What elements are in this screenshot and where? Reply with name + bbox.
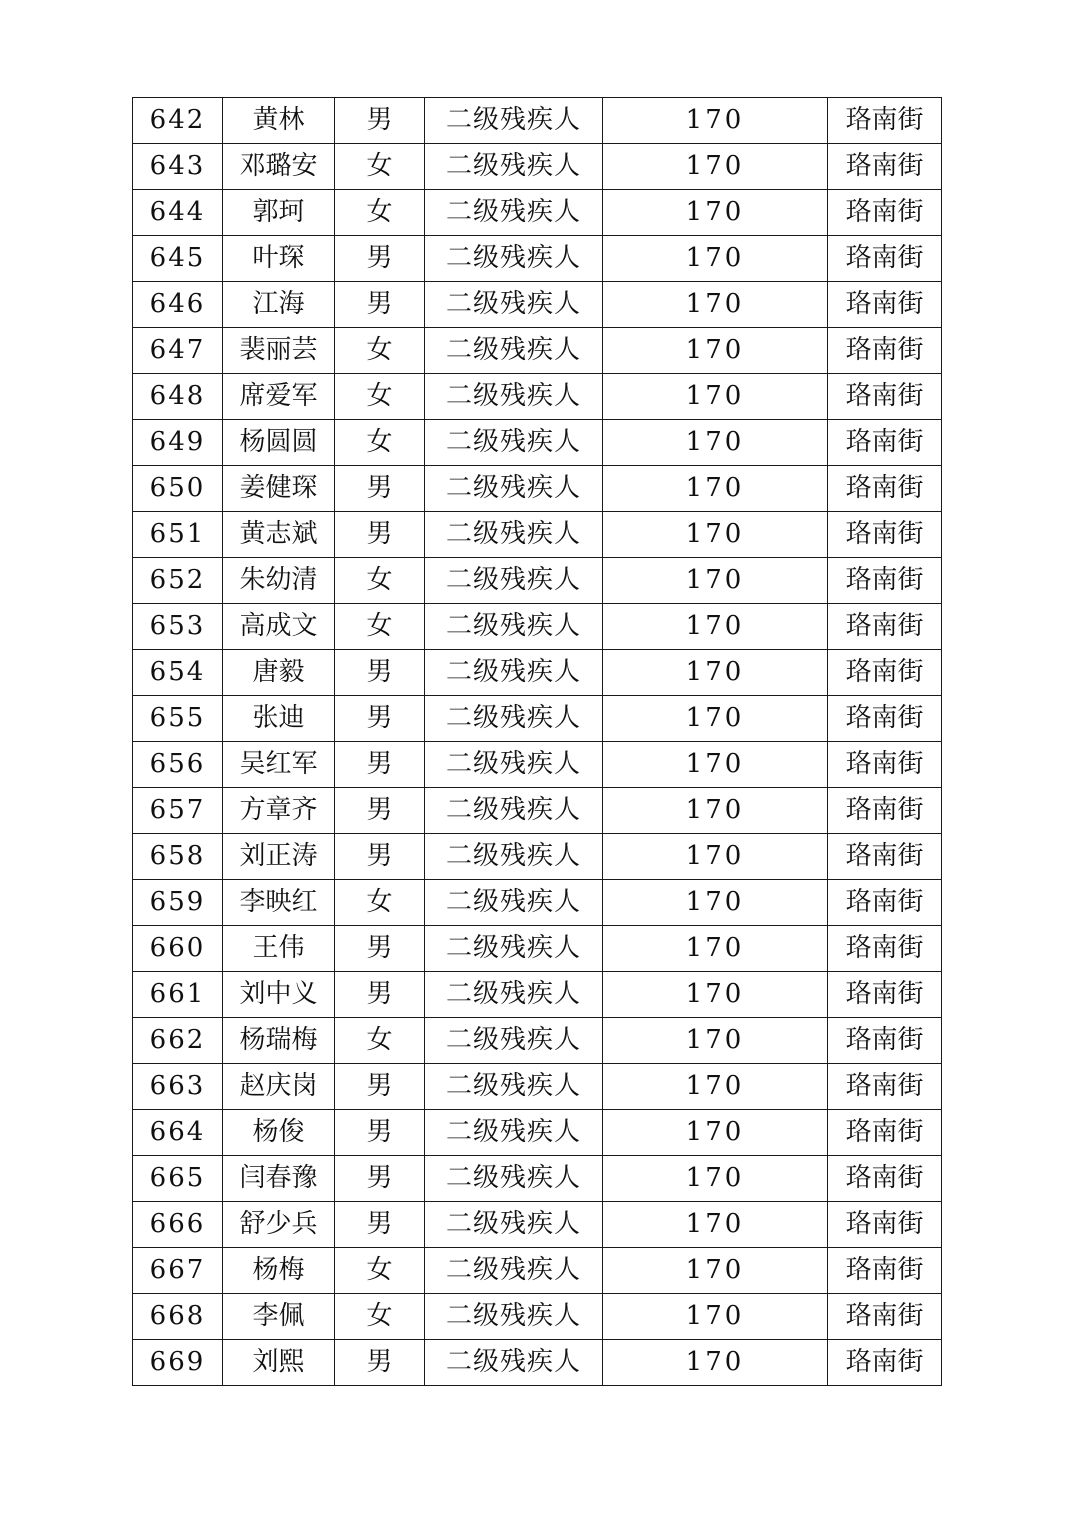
table-row [133,558,942,604]
amount-cell: 170 [603,466,828,512]
table-row [133,190,942,236]
amount-cell: 170 [603,282,828,328]
gender-cell: 男 [335,1110,425,1156]
gender-cell: 男 [335,926,425,972]
disability-level-cell: 二级残疾人 [425,512,603,558]
serial-number-cell: 666 [133,1202,223,1248]
amount-cell: 170 [603,144,828,190]
amount-cell: 170 [603,880,828,926]
gender-cell: 男 [335,1064,425,1110]
table-row [133,1294,942,1340]
name-cell: 朱幼清 [223,558,335,604]
name-cell: 王伟 [223,926,335,972]
table-row [133,880,942,926]
disability-level-cell: 二级残疾人 [425,1294,603,1340]
disability-level-cell: 二级残疾人 [425,144,603,190]
gender-cell: 男 [335,696,425,742]
serial-number-cell: 669 [133,1340,223,1386]
table-row [133,926,942,972]
street-cell: 珞南街 [828,558,942,604]
serial-number-cell: 644 [133,190,223,236]
street-cell: 珞南街 [828,604,942,650]
amount-cell: 170 [603,926,828,972]
table-row [133,1018,942,1064]
street-cell: 珞南街 [828,1340,942,1386]
disability-level-cell: 二级残疾人 [425,604,603,650]
street-cell: 珞南街 [828,190,942,236]
table-row [133,1248,942,1294]
name-cell: 裴丽芸 [223,328,335,374]
serial-number-cell: 658 [133,834,223,880]
name-cell: 方章齐 [223,788,335,834]
gender-cell: 女 [335,374,425,420]
street-cell: 珞南街 [828,144,942,190]
serial-number-cell: 649 [133,420,223,466]
disability-level-cell: 二级残疾人 [425,1064,603,1110]
gender-cell: 女 [335,1018,425,1064]
serial-number-cell: 660 [133,926,223,972]
street-cell: 珞南街 [828,1110,942,1156]
table-row [133,374,942,420]
disability-level-cell: 二级残疾人 [425,1018,603,1064]
serial-number-cell: 654 [133,650,223,696]
table-row [133,788,942,834]
street-cell: 珞南街 [828,972,942,1018]
disability-level-cell: 二级残疾人 [425,374,603,420]
serial-number-cell: 642 [133,98,223,144]
amount-cell: 170 [603,1156,828,1202]
serial-number-cell: 651 [133,512,223,558]
gender-cell: 男 [335,834,425,880]
gender-cell: 男 [335,1156,425,1202]
street-cell: 珞南街 [828,466,942,512]
serial-number-cell: 648 [133,374,223,420]
serial-number-cell: 643 [133,144,223,190]
disability-level-cell: 二级残疾人 [425,926,603,972]
amount-cell: 170 [603,742,828,788]
street-cell: 珞南街 [828,1018,942,1064]
gender-cell: 男 [335,972,425,1018]
gender-cell: 女 [335,558,425,604]
name-cell: 刘熙 [223,1340,335,1386]
street-cell: 珞南街 [828,328,942,374]
street-cell: 珞南街 [828,742,942,788]
disability-level-cell: 二级残疾人 [425,742,603,788]
table-row [133,650,942,696]
street-cell: 珞南街 [828,1248,942,1294]
amount-cell: 170 [603,1110,828,1156]
disability-level-cell: 二级残疾人 [425,1156,603,1202]
table-body [133,98,942,1386]
amount-cell: 170 [603,788,828,834]
serial-number-cell: 657 [133,788,223,834]
amount-cell: 170 [603,512,828,558]
gender-cell: 男 [335,788,425,834]
gender-cell: 男 [335,650,425,696]
table-row [133,1340,942,1386]
disability-level-cell: 二级残疾人 [425,190,603,236]
amount-cell: 170 [603,374,828,420]
gender-cell: 女 [335,880,425,926]
table-row [133,98,942,144]
serial-number-cell: 646 [133,282,223,328]
street-cell: 珞南街 [828,420,942,466]
serial-number-cell: 653 [133,604,223,650]
table-row [133,328,942,374]
name-cell: 舒少兵 [223,1202,335,1248]
disability-level-cell: 二级残疾人 [425,880,603,926]
disability-level-cell: 二级残疾人 [425,1110,603,1156]
table-row [133,742,942,788]
gender-cell: 女 [335,420,425,466]
gender-cell: 男 [335,742,425,788]
disability-level-cell: 二级残疾人 [425,834,603,880]
table-row [133,1202,942,1248]
disability-subsidy-table [132,97,942,1386]
name-cell: 江海 [223,282,335,328]
gender-cell: 女 [335,1248,425,1294]
street-cell: 珞南街 [828,98,942,144]
table-row [133,144,942,190]
serial-number-cell: 667 [133,1248,223,1294]
amount-cell: 170 [603,650,828,696]
gender-cell: 女 [335,604,425,650]
serial-number-cell: 647 [133,328,223,374]
street-cell: 珞南街 [828,1202,942,1248]
serial-number-cell: 650 [133,466,223,512]
gender-cell: 女 [335,190,425,236]
serial-number-cell: 656 [133,742,223,788]
amount-cell: 170 [603,190,828,236]
name-cell: 黄志斌 [223,512,335,558]
amount-cell: 170 [603,1202,828,1248]
name-cell: 赵庆岗 [223,1064,335,1110]
serial-number-cell: 663 [133,1064,223,1110]
amount-cell: 170 [603,1340,828,1386]
table-row [133,512,942,558]
amount-cell: 170 [603,1064,828,1110]
serial-number-cell: 664 [133,1110,223,1156]
name-cell: 杨圆圆 [223,420,335,466]
street-cell: 珞南街 [828,374,942,420]
street-cell: 珞南街 [828,834,942,880]
name-cell: 叶琛 [223,236,335,282]
name-cell: 闫春豫 [223,1156,335,1202]
street-cell: 珞南街 [828,696,942,742]
disability-level-cell: 二级残疾人 [425,236,603,282]
table-row [133,696,942,742]
disability-level-cell: 二级残疾人 [425,788,603,834]
amount-cell: 170 [603,834,828,880]
disability-level-cell: 二级残疾人 [425,558,603,604]
gender-cell: 女 [335,1294,425,1340]
table-row [133,1064,942,1110]
name-cell: 黄林 [223,98,335,144]
street-cell: 珞南街 [828,282,942,328]
disability-level-cell: 二级残疾人 [425,328,603,374]
gender-cell: 男 [335,1202,425,1248]
table-row [133,466,942,512]
serial-number-cell: 655 [133,696,223,742]
gender-cell: 男 [335,282,425,328]
amount-cell: 170 [603,420,828,466]
serial-number-cell: 661 [133,972,223,1018]
disability-level-cell: 二级残疾人 [425,1248,603,1294]
table-row [133,972,942,1018]
street-cell: 珞南街 [828,880,942,926]
table-row [133,282,942,328]
amount-cell: 170 [603,604,828,650]
name-cell: 刘中义 [223,972,335,1018]
name-cell: 吴红军 [223,742,335,788]
amount-cell: 170 [603,98,828,144]
name-cell: 邓璐安 [223,144,335,190]
gender-cell: 男 [335,466,425,512]
name-cell: 张迪 [223,696,335,742]
gender-cell: 男 [335,1340,425,1386]
disability-level-cell: 二级残疾人 [425,650,603,696]
serial-number-cell: 645 [133,236,223,282]
amount-cell: 170 [603,328,828,374]
street-cell: 珞南街 [828,512,942,558]
table-row [133,834,942,880]
amount-cell: 170 [603,1294,828,1340]
name-cell: 姜健琛 [223,466,335,512]
name-cell: 杨俊 [223,1110,335,1156]
amount-cell: 170 [603,1018,828,1064]
amount-cell: 170 [603,696,828,742]
gender-cell: 男 [335,512,425,558]
table-row [133,1156,942,1202]
name-cell: 刘正涛 [223,834,335,880]
street-cell: 珞南街 [828,1294,942,1340]
amount-cell: 170 [603,236,828,282]
name-cell: 郭珂 [223,190,335,236]
serial-number-cell: 662 [133,1018,223,1064]
table-row [133,604,942,650]
street-cell: 珞南街 [828,1156,942,1202]
street-cell: 珞南街 [828,236,942,282]
table-row [133,236,942,282]
name-cell: 高成文 [223,604,335,650]
gender-cell: 男 [335,98,425,144]
disability-level-cell: 二级残疾人 [425,282,603,328]
street-cell: 珞南街 [828,650,942,696]
gender-cell: 男 [335,236,425,282]
disability-level-cell: 二级残疾人 [425,1202,603,1248]
street-cell: 珞南街 [828,788,942,834]
street-cell: 珞南街 [828,926,942,972]
name-cell: 唐毅 [223,650,335,696]
serial-number-cell: 668 [133,1294,223,1340]
disability-level-cell: 二级残疾人 [425,98,603,144]
table-row [133,420,942,466]
name-cell: 杨梅 [223,1248,335,1294]
amount-cell: 170 [603,1248,828,1294]
disability-level-cell: 二级残疾人 [425,696,603,742]
name-cell: 李佩 [223,1294,335,1340]
disability-level-cell: 二级残疾人 [425,466,603,512]
amount-cell: 170 [603,558,828,604]
gender-cell: 女 [335,144,425,190]
serial-number-cell: 659 [133,880,223,926]
name-cell: 杨瑞梅 [223,1018,335,1064]
disability-level-cell: 二级残疾人 [425,1340,603,1386]
serial-number-cell: 652 [133,558,223,604]
name-cell: 李映红 [223,880,335,926]
amount-cell: 170 [603,972,828,1018]
disability-level-cell: 二级残疾人 [425,420,603,466]
gender-cell: 女 [335,328,425,374]
table-row [133,1110,942,1156]
disability-level-cell: 二级残疾人 [425,972,603,1018]
name-cell: 席爱军 [223,374,335,420]
street-cell: 珞南街 [828,1064,942,1110]
serial-number-cell: 665 [133,1156,223,1202]
